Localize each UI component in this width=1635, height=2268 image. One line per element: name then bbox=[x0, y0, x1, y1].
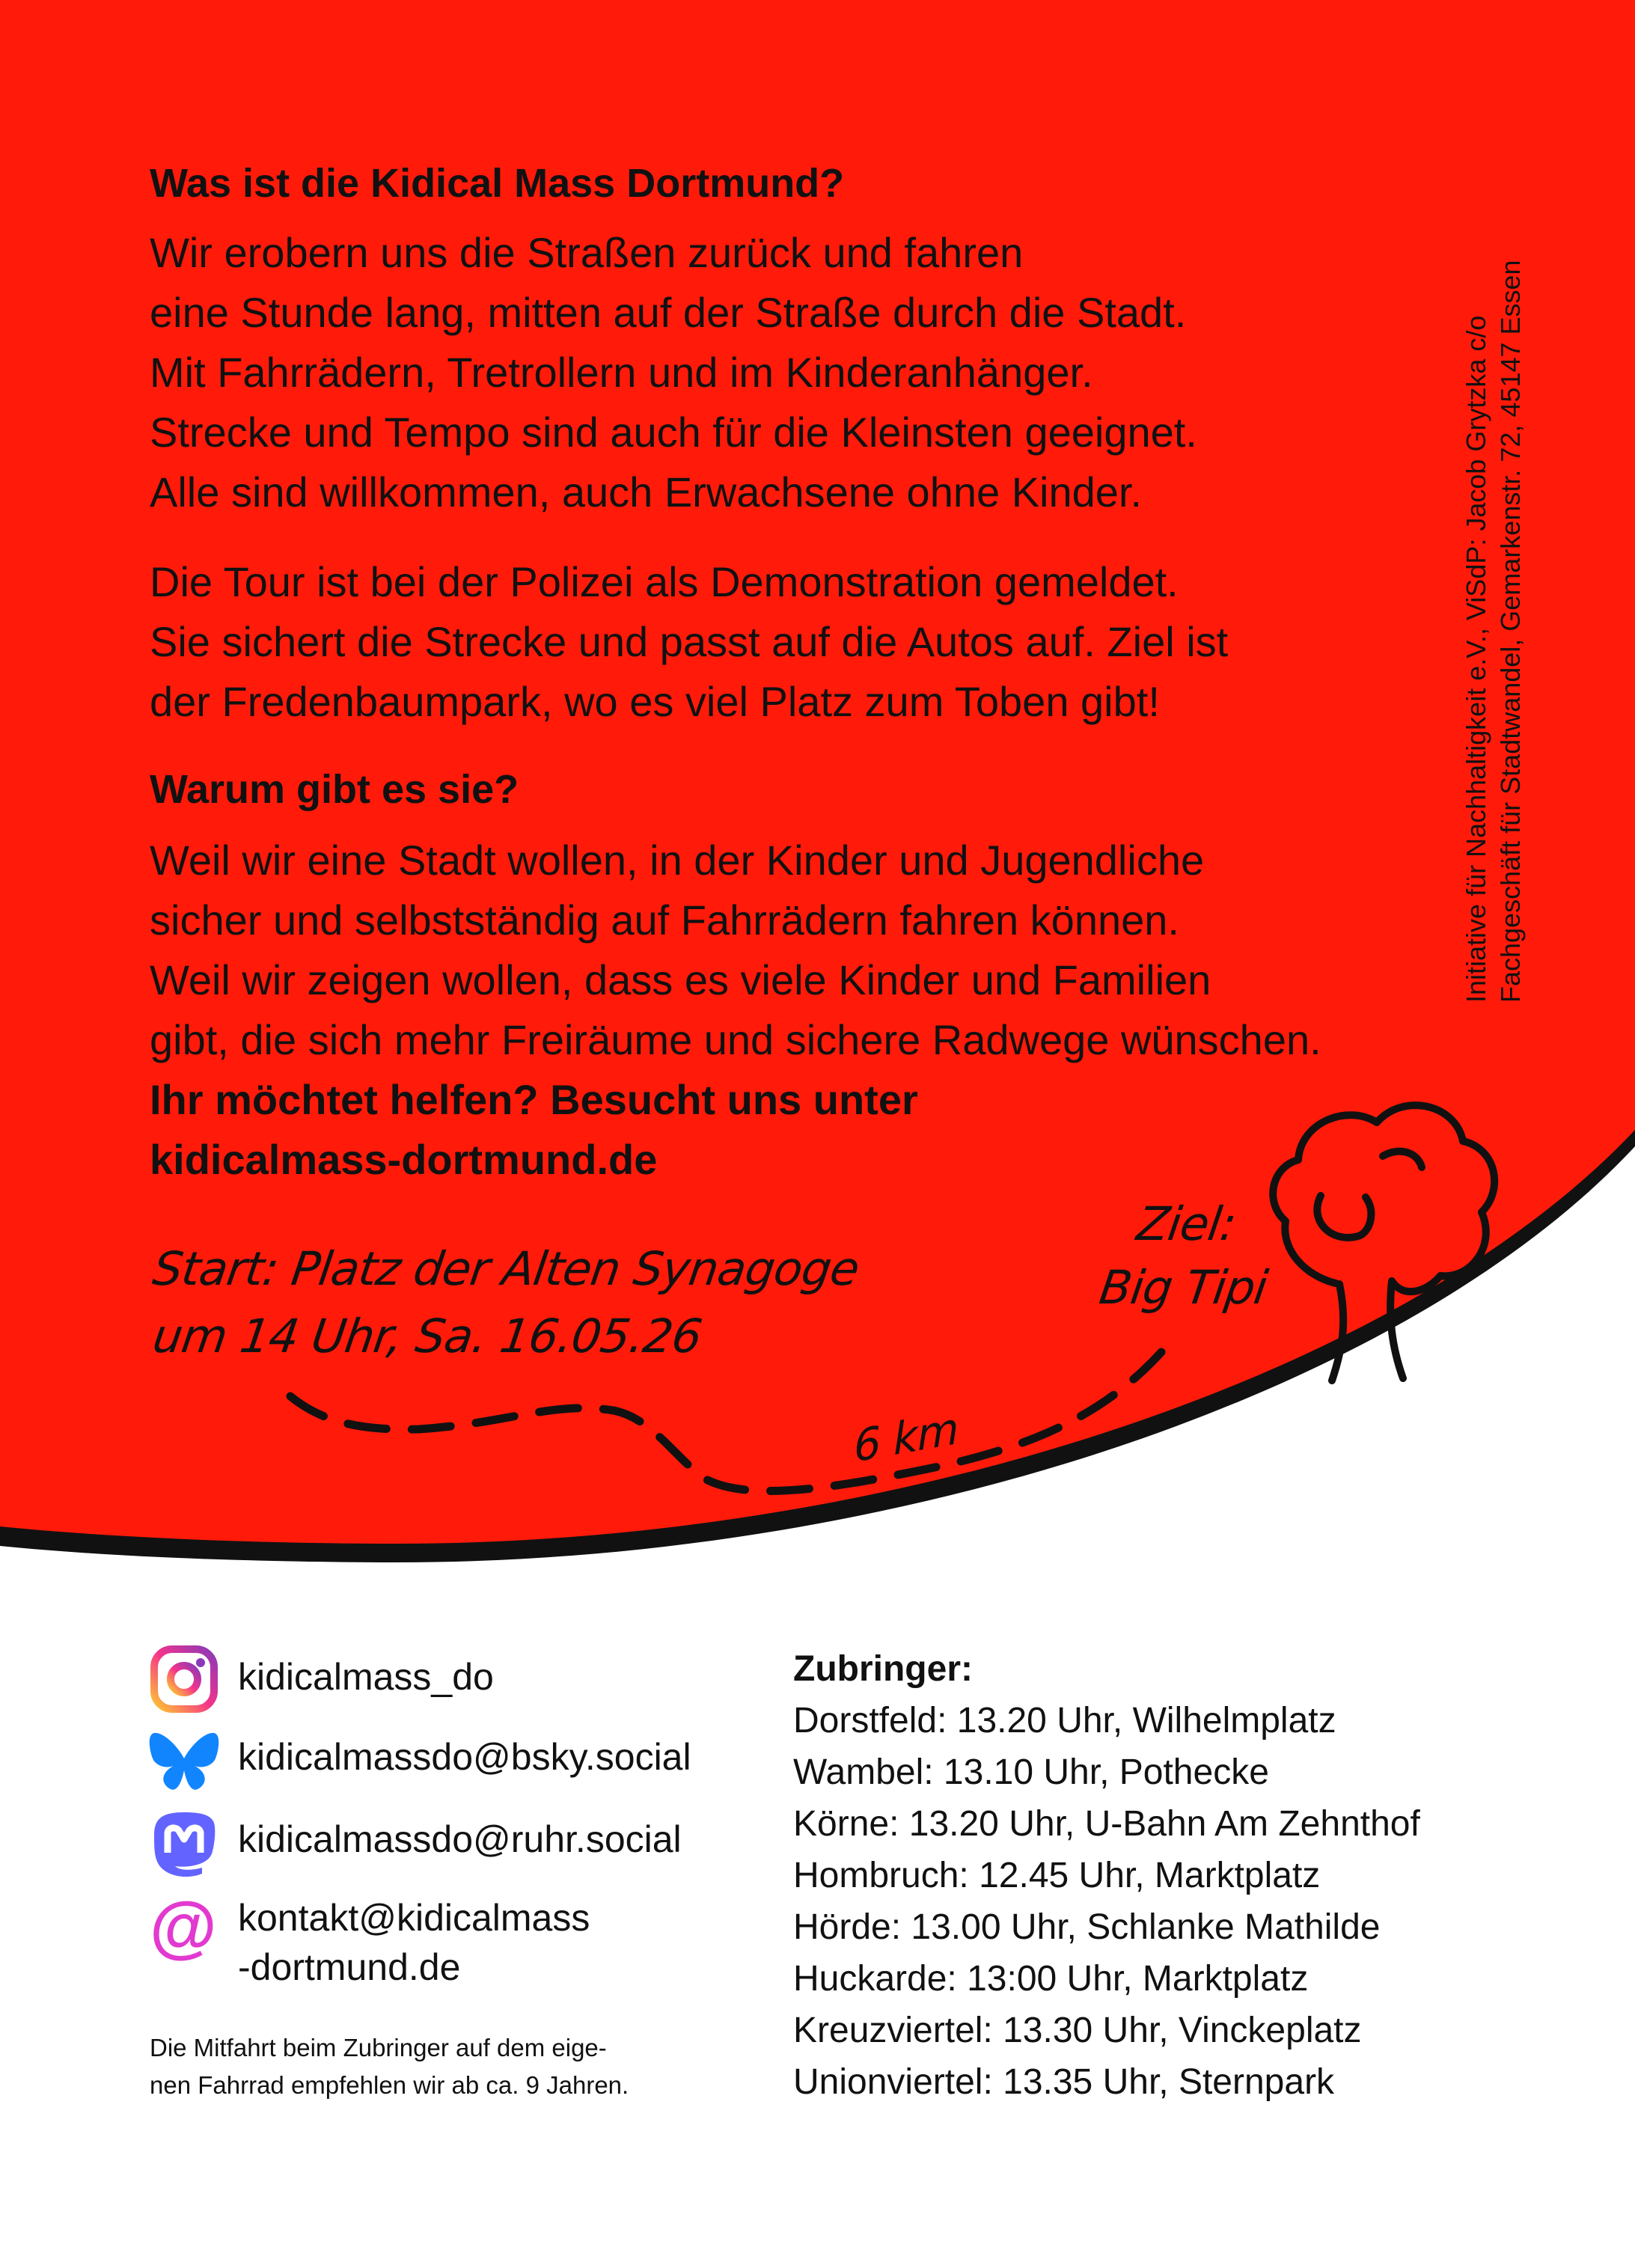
cta-website-link[interactable]: kidicalmass-dortmund.de bbox=[150, 1136, 658, 1183]
about-para2-line: Die Tour ist bei der Polizei als Demonstration gemeldet. bbox=[150, 558, 1179, 605]
imprint bbox=[1459, 260, 1528, 1003]
about-heading: Was ist die Kidical Mass Dortmund? bbox=[150, 161, 845, 206]
feeder-item: Wambel: 13.10 Uhr, Pothecke bbox=[793, 1752, 1269, 1792]
feeder-item: Körne: 13.20 Uhr, U-Bahn Am Zehnthof bbox=[793, 1804, 1420, 1844]
route-goal-label: Ziel: bbox=[1133, 1196, 1240, 1251]
instagram-icon[interactable] bbox=[150, 1645, 218, 1714]
route-goal-name: Big Tipi bbox=[1095, 1260, 1271, 1315]
mastodon-handle[interactable]: kidicalmassdo@ruhr.social bbox=[238, 1818, 682, 1860]
feeder-item: Hörde: 13.00 Uhr, Schlanke Mathilde bbox=[793, 1907, 1381, 1947]
cta-text: Ihr möchtet helfen? Besucht uns unter bbox=[150, 1076, 918, 1123]
route-start-line: Start: Platz der Alten Synagoge bbox=[149, 1241, 863, 1296]
about-para2-line: Sie sichert die Strecke und passt auf die Autos auf. Ziel ist bbox=[150, 618, 1229, 665]
route-start-line: um 14 Uhr, Sa. 16.05.26 bbox=[149, 1309, 705, 1363]
feeder-item: Huckarde: 13:00 Uhr, Marktplatz bbox=[793, 1959, 1309, 1999]
email-address-line[interactable]: kontakt@kidicalmass bbox=[238, 1897, 590, 1939]
about-para1-line: Wir erobern uns die Straßen zurück und fahren bbox=[150, 229, 1024, 276]
imprint-line: Initiative für Nachhaltigkeit e.V., ViSdP: Jacob Grytzka c/o bbox=[1461, 315, 1491, 1003]
why-line: Weil wir zeigen wollen, dass es viele Kinder und Familien bbox=[150, 956, 1211, 1003]
feeder-item: Kreuzviertel: 13.30 Uhr, Vinckeplatz bbox=[793, 2011, 1362, 2050]
about-para1-line: Alle sind willkommen, auch Erwachsene ohne Kinder. bbox=[150, 468, 1143, 516]
feeder-item: Hombruch: 12.45 Uhr, Marktplatz bbox=[793, 1856, 1321, 1895]
why-line: gibt, die sich mehr Freiräume und sichere Radwege wünschen. bbox=[150, 1016, 1321, 1063]
bluesky-icon[interactable] bbox=[148, 1728, 220, 1793]
email-address-line[interactable]: -dortmund.de bbox=[238, 1946, 461, 1988]
imprint-line: Fachgeschäft für Stadtwandel, Gemarkenstr. 72, 45147 Essen bbox=[1495, 260, 1526, 1003]
why-line: sicher und selbstständig auf Fahrrädern fahren können. bbox=[150, 896, 1179, 944]
feeder-age-note-line: nen Fahrrad empfehlen wir ab ca. 9 Jahren. bbox=[150, 2071, 629, 2099]
feeder-item: Unionviertel: 13.35 Uhr, Sternpark bbox=[793, 2062, 1335, 2102]
mastodon-icon[interactable] bbox=[150, 1809, 218, 1883]
why-heading: Warum gibt es sie? bbox=[150, 767, 519, 812]
about-para2-line: der Fredenbaumpark, wo es viel Platz zum Toben gibt! bbox=[150, 678, 1160, 725]
email-at-icon[interactable]: @ bbox=[150, 1889, 217, 1965]
bluesky-handle[interactable]: kidicalmassdo@bsky.social bbox=[238, 1736, 691, 1778]
feeder-item: Dorstfeld: 13.20 Uhr, Wilhelmplatz bbox=[793, 1701, 1336, 1740]
about-para1-line: Strecke und Tempo sind auch für die Kleinsten geeignet. bbox=[150, 409, 1197, 456]
route-distance: 6 km bbox=[852, 1402, 959, 1473]
about-para1-line: eine Stunde lang, mitten auf der Straße durch die Stadt. bbox=[150, 289, 1187, 336]
feeder-heading: Zubringer: bbox=[793, 1649, 973, 1689]
about-para1-line: Mit Fahrrädern, Tretrollern und im Kinderanhänger. bbox=[150, 349, 1093, 396]
feeder-age-note-line: Die Mitfahrt beim Zubringer auf dem eige- bbox=[150, 2034, 607, 2061]
instagram-handle[interactable]: kidicalmass_do bbox=[238, 1656, 494, 1698]
why-line: Weil wir eine Stadt wollen, in der Kinder und Jugendliche bbox=[150, 837, 1205, 884]
